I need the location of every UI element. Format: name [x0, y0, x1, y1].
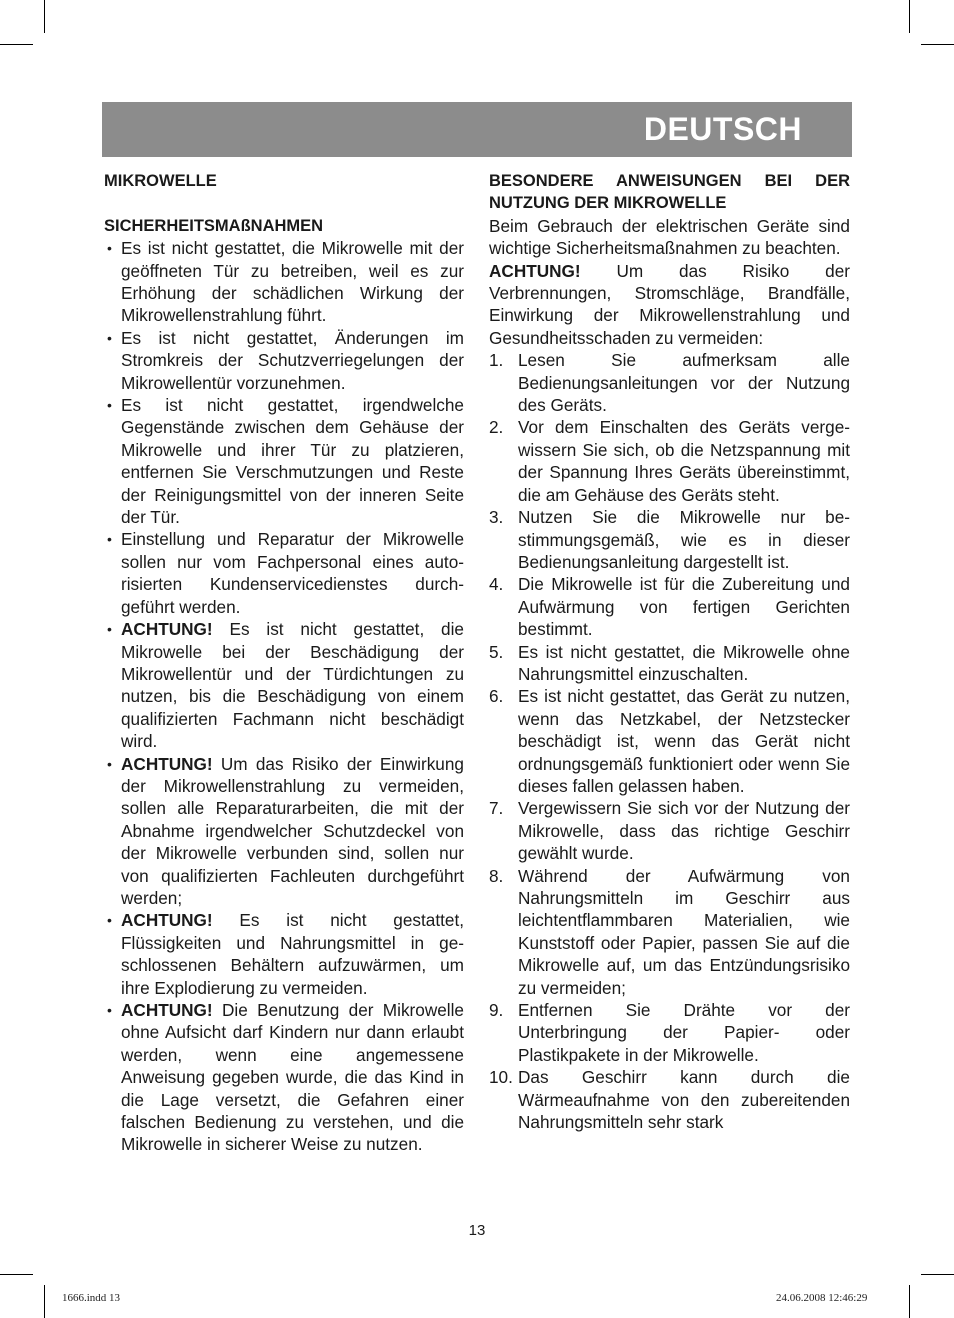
instruction-item: [489, 797, 850, 864]
item-text: Lesen Sie aufmerksam alle Bedienungsanleitungen vor der Nutzung des Geräts.: [518, 350, 850, 416]
instruction-item: [489, 1066, 850, 1133]
bullet-text: Es ist nicht gestattet, Flüssigkeiten und Nahrungsmittel in geschlossenen Behältern aufzuwärmen, um ihre Explodierung zu vermeiden.: [121, 910, 464, 998]
bullet-warning-lead: ACHTUNG!: [121, 619, 213, 640]
left-column: [104, 170, 464, 1156]
item-text: Die Mikrowelle ist für die Zubereitung und Aufwärmung von fertigen Gerichten bestimmt.: [518, 574, 850, 640]
instruction-item: [489, 349, 850, 416]
safety-bullet-item: [104, 327, 464, 394]
section-title-safety: SICHERHEITSMAßNAHMEN: [104, 216, 324, 235]
crop-mark: [921, 1274, 954, 1275]
footer-file-info: 1666.indd 13: [62, 1292, 121, 1304]
language-banner: [102, 102, 852, 157]
footer-timestamp: 24.06.2008 12:46:29: [776, 1292, 868, 1304]
crop-mark: [909, 0, 910, 33]
instruction-item: [489, 573, 850, 640]
instruction-numbered-list: [489, 349, 850, 1133]
bullet-text: Es ist nicht gestattet, Änderungen im Stromkreis der Schutzverriegelungen der Mikrowellentür vorzunehmen.: [121, 327, 464, 393]
bullet-text: Einstellung und Reparatur der Mikrowelle sollen nur vom Fachpersonal eines autorisierten Kundenservicedienstes durchgeführt werden.: [121, 529, 464, 617]
section-title-microwave: MIKROWELLE: [104, 172, 217, 190]
item-number: 1.: [489, 350, 504, 371]
item-number: 9.: [489, 1000, 504, 1021]
right-column: [489, 170, 850, 1133]
crop-mark: [44, 0, 45, 33]
item-number: 4.: [489, 574, 504, 595]
safety-bullet-item: [104, 237, 464, 327]
item-number: 2.: [489, 417, 504, 438]
bullet-warning-lead: ACHTUNG!: [121, 753, 213, 774]
bullet-text: Es ist nicht gestattet, die Mikrowelle mit der geöffneten Tür zu betreiben, weil es zur Erhöhung der schädlichen Wirkung der Mikrowellenstrahlung führt.: [121, 238, 464, 326]
crop-mark: [909, 1285, 910, 1318]
item-text: Vor dem Einschalten des Geräts vergewissern Sie sich, ob die Netzspannung mit der Spannung Ihres Geräts übereinstimmt, die am Gehäuse des Geräts steht.: [518, 417, 850, 505]
crop-mark: [44, 1285, 45, 1318]
warning-text: Um das Risiko der Verbrennungen, Stromschläge, Brandfälle, Einwirkung der Mikrowellenstrahlung und Gesundheitsschaden zu vermeiden:: [489, 260, 850, 348]
language-title: DEUTSCH: [643, 111, 802, 147]
safety-bullet-item: [104, 909, 464, 999]
bullet-text: Es ist nicht gestattet, die Mikrowelle bei der Beschädigung der Mikrowellentür und der Türdichtungen zu nutzen, bis die Beschädigung von einem qualifizierten Fachmann nicht beschädigt wird.: [121, 619, 464, 752]
item-number: 7.: [489, 798, 504, 819]
crop-mark: [921, 44, 954, 45]
item-number: 3.: [489, 507, 504, 528]
instruction-item: [489, 685, 850, 797]
intro-paragraph: Beim Gebrauch der elektrischen Geräte sind wichtige Sicherheitsmaßnahmen zu beachten.: [489, 215, 850, 259]
instruction-item: [489, 641, 850, 686]
item-text: Es ist nicht gestattet, das Gerät zu nutzen, wenn das Netzkabel, der Netzstecker beschädigt ist, wenn das Gerät nicht ordnungsgemäß funktioniert oder wenn Sie dieses fallen gelassen haben.: [518, 686, 850, 796]
instruction-item: [489, 999, 850, 1066]
warning-paragraph: [489, 260, 850, 350]
safety-bullet-item: [104, 394, 464, 528]
item-number: 6.: [489, 686, 504, 707]
crop-mark: [0, 44, 33, 45]
safety-bullet-item: [104, 618, 464, 752]
item-text: Es ist nicht gestattet, die Mikrowelle ohne Nahrungsmittel einzuschalten.: [518, 641, 850, 684]
instruction-item: [489, 416, 850, 506]
page-number: 13: [468, 1222, 486, 1239]
item-text: Während der Aufwärmung von Nahrungsmitteln im Geschirr aus leichtentflammbaren Materialien, wie Kunststoff oder Papier, passen Sie auf die Mikrowelle auf, um das Entzündungsrisiko zu vermeiden;: [518, 865, 850, 998]
warning-lead: ACHTUNG!: [489, 260, 581, 281]
instruction-item: [489, 506, 850, 573]
crop-mark: [0, 1274, 33, 1275]
section-title-instructions: BESONDERE ANWEISUNGEN BEI DER NUTZUNG DER MIKROWELLE: [489, 172, 850, 213]
item-number: 8.: [489, 865, 504, 886]
bullet-warning-lead: ACHTUNG!: [121, 1000, 213, 1021]
bullet-warning-lead: ACHTUNG!: [121, 910, 213, 931]
item-text: Das Geschirr kann durch die Wärmeaufnahme von den zubereitenden Nahrungsmitteln sehr stark: [518, 1067, 850, 1133]
instruction-item: [489, 865, 850, 999]
item-text: Vergewissern Sie sich vor der Nutzung der Mikrowelle, dass das richtige Geschirr gewählt wurde.: [518, 798, 850, 864]
item-number: 10.: [489, 1067, 513, 1088]
safety-bullet-item: [104, 528, 464, 618]
safety-bullet-item: [104, 999, 464, 1156]
bullet-text: Die Benutzung der Mikrowelle ohne Aufsicht darf Kindern nur dann erlaubt werden, wenn eine angemessene Anweisung gegeben wurde, die das Kind in die Lage versetzt, die Gefahren einer falschen Bedienung zu verstehen, und die Mikrowelle in sicherer Weise zu nutzen.: [121, 1000, 464, 1155]
item-number: 5.: [489, 641, 504, 662]
item-text: Entfernen Sie Drähte vor der Unterbringung der Papier- oder Plastikpakete in der Mikrowelle.: [518, 1000, 850, 1065]
safety-bullet-item: [104, 753, 464, 910]
bullet-text: Es ist nicht gestattet, irgendwelche Gegenstände zwischen dem Gehäuse der Mikrowelle und ihrer Tür zu platzieren, entfernen Sie Verschmutzungen und Reste der Reinigungsmittel von der inneren Seite der Tür.: [121, 395, 464, 528]
safety-bullet-list: [104, 237, 464, 1156]
item-text: Nutzen Sie die Mikrowelle nur bestimmungsgemäß, wie es in dieser Bedienungsanleitung dargestellt ist.: [518, 507, 850, 572]
bullet-text: Um das Risiko der Einwirkung der Mikrowellenstrahlung zu vermeiden, sollen alle Reparaturarbeiten, die mit der Abnahme irgendwelcher Schutzdeckel von der Mikrowelle verbunden sind, sollen nur von qualifizierten Fachleuten durchgeführt werden;: [121, 753, 464, 908]
